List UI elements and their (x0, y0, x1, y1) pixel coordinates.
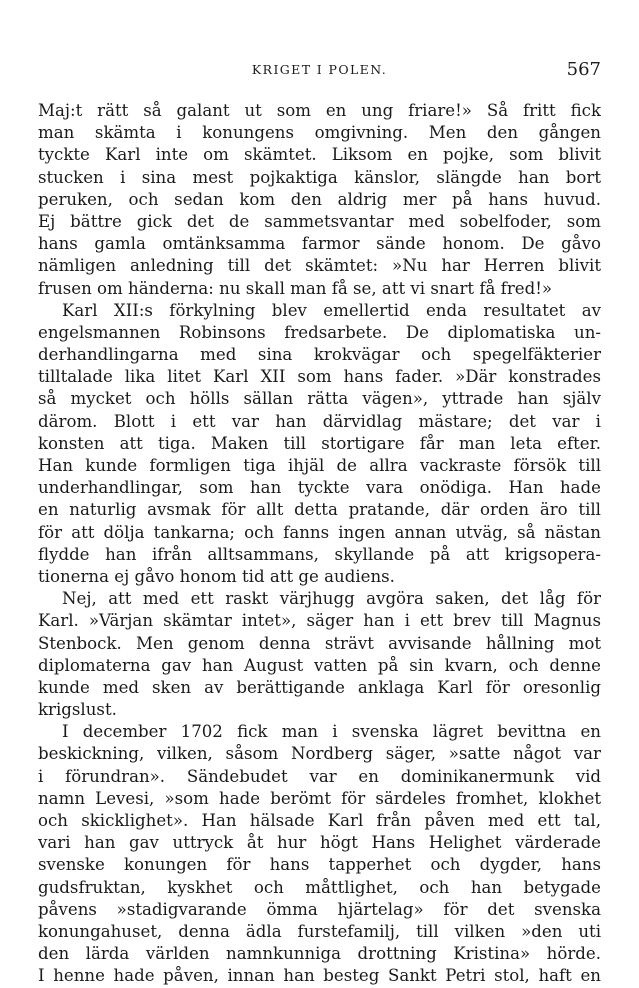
text-line: stucken i sina mest pojkaktiga känslor, slängde han bort (38, 167, 601, 187)
text-line: vari han gav uttryck åt hur högt Hans Helighet värderade (38, 833, 601, 853)
text-line: underhandlingar, som han tyckte vara onödiga. Han hade (38, 478, 601, 498)
text-line: I henne hade påven, innan han besteg Sankt Petri stol, haft en (38, 966, 601, 986)
text-line: hans gamla omtänksamma farmor sände honom. De gåvo (38, 234, 601, 254)
text-line: I december 1702 fick man i svenska lägret bevittna en (62, 722, 601, 742)
text-line: svenske konungen för hans tapperhet och dygder, hans (38, 855, 601, 875)
text-line: konsten att tiga. Maken till stortigare får man leta efter. (38, 433, 601, 453)
text-line: den lärda världen namnkunniga drottning Kristina» hörde. (38, 944, 601, 964)
body-text (38, 100, 601, 988)
text-line: tyckte Karl inte om skämtet. Liksom en pojke, som blivit (38, 145, 601, 165)
text-line: Han kunde formligen tiga ihjäl de allra vackraste försök till (38, 456, 601, 475)
text-line: Karl. »Värjan skämtar intet», säger han i ett brev till Magnus (38, 611, 601, 631)
text-line: peruken, och sedan kom den aldrig mer på hans huvud. (38, 189, 601, 209)
text-line: Ej bättre gick det de sammetsvantar med sobelfoder, som (38, 211, 601, 231)
text-line: diplomaterna gav han August vatten på sin kvarn, och denne (38, 655, 601, 675)
text-line: i förundran». Sändebudet var en dominikanermunk vid (38, 766, 601, 786)
text-line: frusen om händerna: nu skall man få se, att vi snart få fred!» (38, 278, 553, 298)
text-line: engelsmannen Robinsons fredsarbete. De diplomatiska un- (38, 322, 601, 342)
text-line: flydde han ifrån alltsammans, skyllande på att krigsopera- (38, 544, 601, 564)
text-line: man skämta i konungens omgivning. Men den gången (38, 123, 601, 143)
text-line: krigslust. (38, 700, 117, 720)
text-line: gudsfruktan, kyskhet och måttlighet, och han betygade (38, 877, 601, 897)
text-line: derhandlingarna med sina krokvägar och spegelfäkterier (38, 345, 601, 365)
text-line: nämligen anledning till det skämtet: »Nu har Herren blivit (38, 256, 601, 276)
text-line: beskickning, vilken, såsom Nordberg säger, »satte något var (38, 744, 601, 764)
page-number: 567 (566, 59, 601, 80)
text-line: tilltalade lika litet Karl XII som hans fader. »Där konstrades (38, 367, 601, 387)
running-head (38, 58, 601, 82)
text-line: en naturlig avsmak för allt detta pratande, där orden äro till (38, 500, 601, 520)
text-line: så mycket och hölls sällan rätta vägen», yttrade han själv (38, 389, 601, 409)
text-line: Nej, att med ett raskt värjhugg avgöra saken, det låg för (62, 589, 601, 609)
text-line: tionerna ej gåvo honom tid att ge audiens. (38, 566, 395, 586)
text-line: kunde med sken av berättigande anklaga Karl för oresonlig (38, 677, 601, 697)
text-line: Maj:t rätt så galant ut som en ung friare!» Så fritt fick (38, 101, 601, 120)
text-line: Stenbock. Men genom denna strävt avvisande hållning mot (38, 633, 601, 653)
text-line: namn Levesi, »som hade berömt för särdeles fromhet, klokhet (38, 788, 601, 808)
text-line: konungahuset, denna ädla furstefamilj, till vilken »den uti (38, 921, 601, 941)
text-line: för att dölja tankarna; och fanns ingen annan utväg, så nästan (38, 522, 601, 542)
running-title: KRIGET I POLEN. (251, 62, 388, 77)
text-line: Karl XII:s förkylning blev emellertid enda resultatet av (62, 300, 601, 320)
text-line: därom. Blott i ett var han därvidlag mästare; det var i (38, 411, 601, 431)
text-line: och skicklighet». Han hälsade Karl från påven med ett tal, (38, 811, 601, 830)
text-line: påvens »stadigvarande ömma hjärtelag» för det svenska (38, 899, 601, 919)
